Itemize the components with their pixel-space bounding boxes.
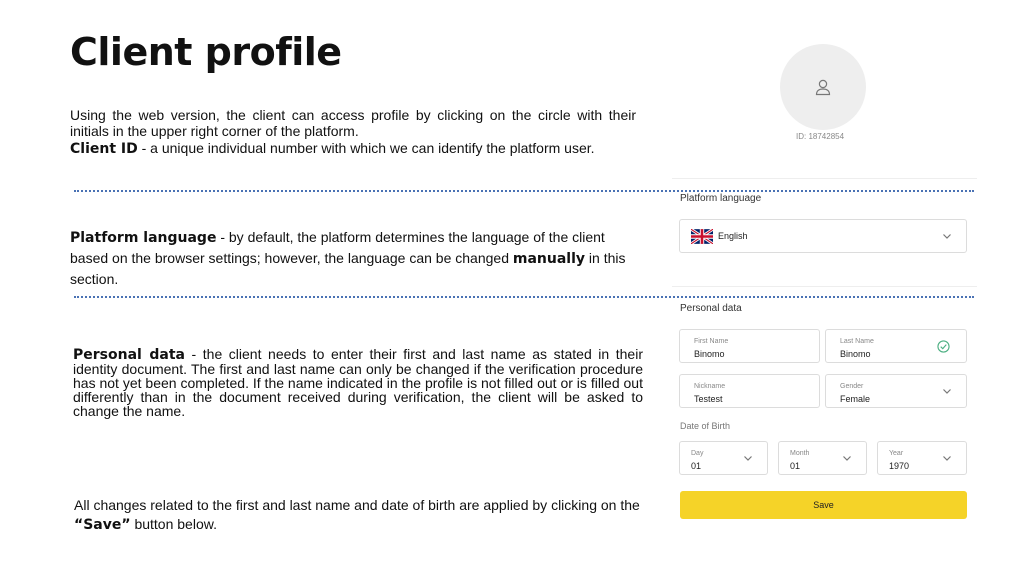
dotted-divider-1 [74,190,974,192]
save-button[interactable]: Save [680,491,967,519]
day-value: 01 [691,461,702,471]
personal-data-term: Personal data [73,347,185,363]
last-name-label: Last Name [840,338,874,345]
year-label: Year [889,450,904,457]
day-label: Day [691,450,704,457]
manually-emphasis: manually [512,251,586,267]
language-value: English [718,231,748,241]
language-select[interactable] [679,219,967,253]
gender-value: Female [840,394,871,404]
personal-data-desc: - the client needs to enter their first and last name as stated in their identity document. The first and last name can only be changed if the verification procedure has not yet been completed. If the name indicated in the profile is not filled out or is filled out differently than in the document received during verification, the client will be asked to change the name. [73,346,643,419]
gender-label: Gender [840,383,864,390]
month-label: Month [790,450,810,457]
first-name-value: Binomo [694,349,725,359]
date-of-birth-label: Date of Birth [680,421,731,431]
month-select[interactable] [778,441,867,475]
year-value: 1970 [889,461,910,471]
chevron-down-icon [942,386,952,396]
personal-data-label: Personal data [680,303,742,314]
nickname-field[interactable] [679,374,820,408]
nickname-label: Nickname [694,383,726,390]
slide-title: Client profile [70,30,342,74]
platform-language-label: Platform language [680,193,762,204]
client-id-label: ID: 18742854 [796,132,845,141]
platform-language-term: Platform language [70,230,217,246]
save-emphasis: “Save” [74,517,131,533]
avatar[interactable] [780,44,866,130]
section-separator-top [672,178,977,179]
month-value: 01 [790,461,801,471]
save-note-desc-end: button below. [130,516,217,532]
user-icon [814,78,832,96]
client-id-term: Client ID [70,141,138,157]
nickname-value: Testest [694,394,723,404]
chevron-down-icon [743,453,753,463]
platform-language-desc-end: in this section. [70,250,626,287]
last-name-value: Binomo [840,349,871,359]
last-name-field[interactable] [825,329,967,363]
uk-flag-icon [691,229,713,244]
dotted-divider-2 [74,296,974,298]
first-name-label: First Name [694,338,729,345]
first-name-field[interactable] [679,329,820,363]
client-id-text [70,140,650,157]
client-id-desc: - a unique individual number with which we can identify the platform user. [137,140,595,156]
platform-language-text [70,227,640,289]
save-note-text [74,496,644,535]
year-select[interactable] [877,441,967,475]
check-circle-icon [937,340,950,353]
save-note-desc: All changes related to the first and last name and date of birth are applied by clicking on the [74,497,640,513]
personal-data-text [73,347,643,418]
day-select[interactable] [679,441,768,475]
chevron-down-icon [942,453,952,463]
platform-language-desc: - by default, the platform determines the language of the client based on the browser settings; however, the language can be changed [70,229,605,266]
chevron-down-icon [842,453,852,463]
chevron-down-icon [942,231,952,241]
intro-text: Using the web version, the client can access profile by clicking on the circle with their initials in the upper right corner of the platform. [70,107,636,139]
section-separator-mid [672,286,977,287]
gender-select[interactable] [825,374,967,408]
